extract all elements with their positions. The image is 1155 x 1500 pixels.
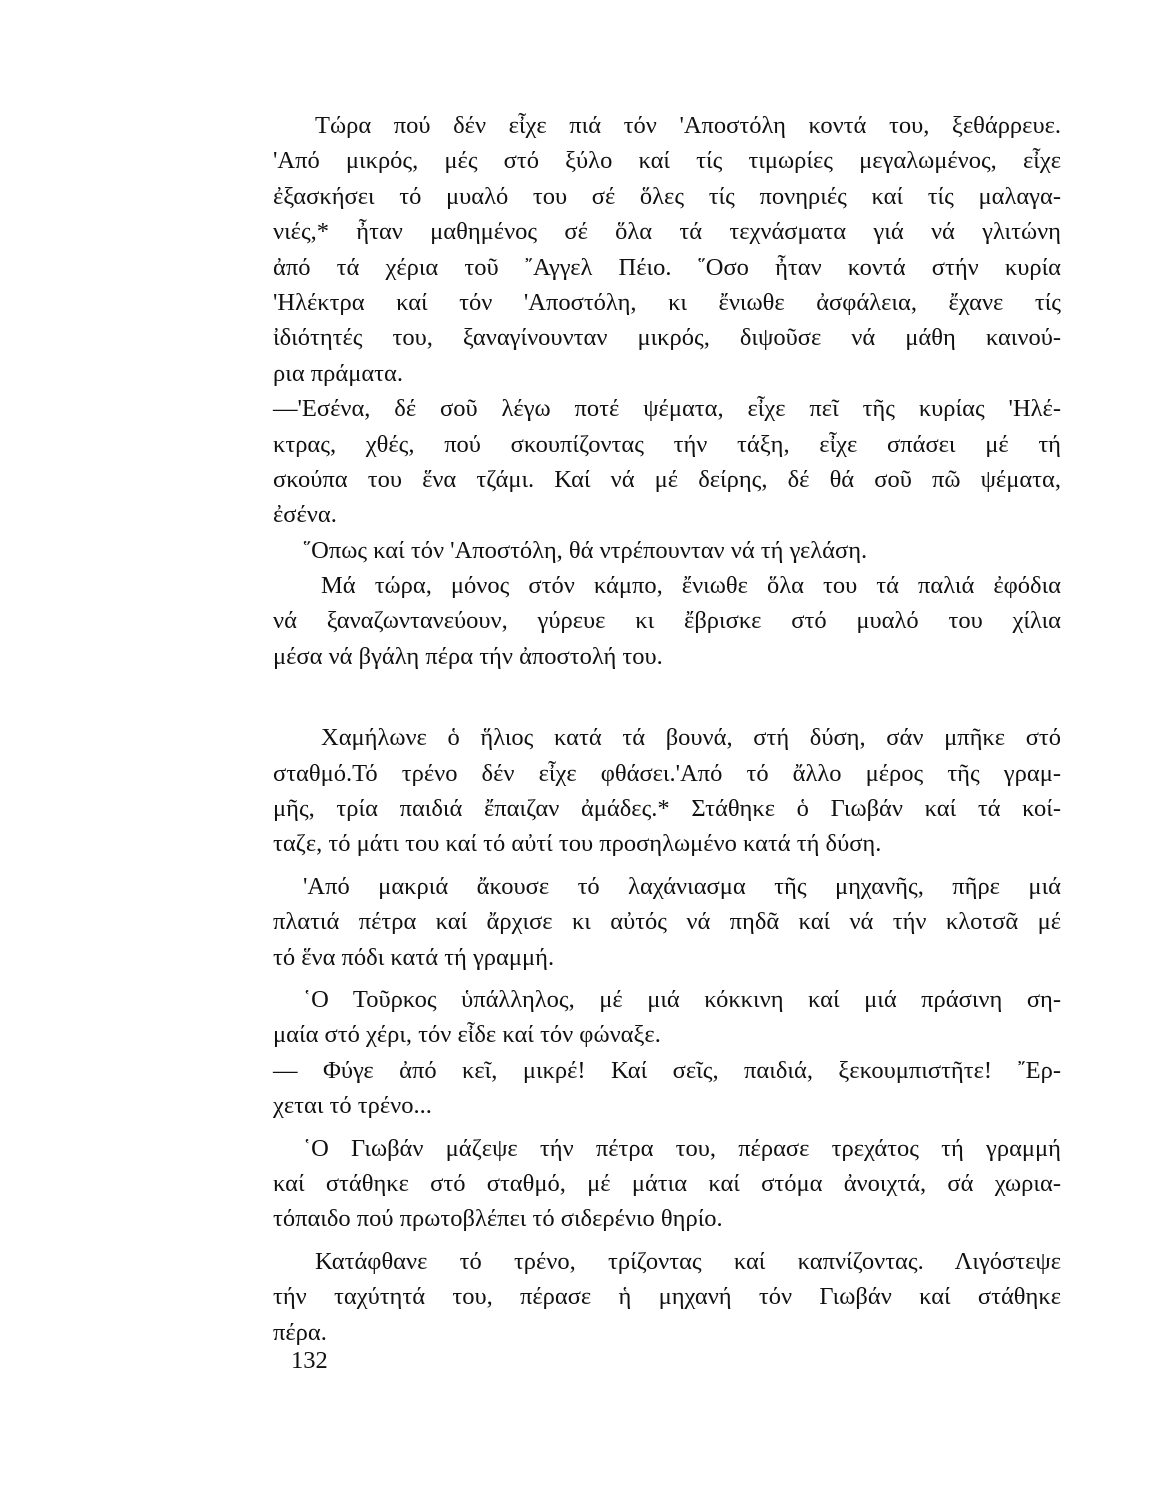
text-line: τήν ταχύτητά του, πέρασε ἡ μηχανή τόν Γιωβάν καί στάθηκε — [273, 1283, 1061, 1311]
text-line: 'Από μακριά ἄκουσε τό λαχάνιασμα τῆς μηχανῆς, πῆρε μιά — [303, 872, 1061, 900]
text-line: μῆς, τρία παιδιά ἔπαιζαν ἀμάδες.* Στάθηκε ὁ Γιωβάν καί τά κοί- — [273, 795, 1061, 823]
text-line: ρια πράματα. — [273, 359, 403, 387]
text-line: ἀπό τά χέρια τοῦ ῎Αγγελ Πέιο. ῞Οσο ἦταν κοντά στήν κυρία — [273, 253, 1061, 281]
text-line: 'Από μικρός, μές στό ξύλο καί τίς τιμωρίες μεγαλωμένος, εἶχε — [273, 147, 1061, 175]
text-line: 'Ηλέκτρα καί τόν 'Αποστόλη, κι ἔνιωθε ἀσφάλεια, ἔχανε τίς — [273, 288, 1061, 316]
text-line: μαία στό χέρι, τόν εἶδε καί τόν φώναξε. — [273, 1021, 661, 1049]
text-line: ῞Οπως καί τόν 'Αποστόλη, θά ντρέπουνταν νά τή γελάση. — [303, 536, 868, 564]
text-line: πλατιά πέτρα καί ἄρχισε κι αὐτός νά πηδᾶ καί νά τήν κλοτσᾶ μέ — [273, 908, 1061, 936]
text-line: μέσα νά βγάλη πέρα τήν ἀποστολή του. — [273, 642, 663, 670]
text-line: νιές,* ἦταν μαθημένος σέ ὅλα τά τεχνάσματα γιά νά γλιτώνη — [273, 218, 1061, 246]
text-line: χεται τό τρένο... — [273, 1092, 432, 1120]
page-number: 132 — [291, 1347, 328, 1374]
text-line: Κατάφθανε τό τρένο, τρίζοντας καί καπνίζοντας. Λιγόστεψε — [315, 1247, 1061, 1275]
text-line: τό ἕνα πόδι κατά τή γραμμή. — [273, 943, 555, 971]
text-line: —'Εσένα, δέ σοῦ λέγω ποτέ ψέματα, εἶχε πεῖ τῆς κυρίας 'Ηλέ- — [273, 395, 1061, 423]
text-line: κτρας, χθές, πού σκουπίζοντας τήν τάξη, εἶχε σπάσει μέ τή — [273, 430, 1061, 458]
text-line: σταθμό.Τό τρένο δέν εἶχε φθάσει.'Από τό ἄλλο μέρος τῆς γραμ- — [273, 759, 1061, 787]
text-line: Χαμήλωνε ὁ ἥλιος κατά τά βουνά, στή δύση, σάν μπῆκε στό — [321, 724, 1061, 752]
text-line: ἐσένα. — [273, 501, 337, 529]
text-line: τόπαιδο πού πρωτοβλέπει τό σιδερένιο θηρίο. — [273, 1205, 723, 1233]
text-line: ἐξασκήσει τό μυαλό του σέ ὅλες τίς πονηριές καί τίς μαλαγα- — [273, 182, 1061, 210]
text-line: καί στάθηκε στό σταθμό, μέ μάτια καί στόμα ἀνοιχτά, σά χωρια- — [273, 1169, 1061, 1197]
text-line: Τώρα πού δέν εἶχε πιά τόν 'Αποστόλη κοντά του, ξεθάρρευε. — [315, 112, 1061, 139]
text-line: νά ξαναζωντανεύουν, γύρευε κι ἔβρισκε στό μυαλό του χίλια — [273, 607, 1061, 635]
text-line: ῾Ο Τοῦρκος ὑπάλληλος, μέ μιά κόκκινη καί μιά πράσινη ση- — [303, 985, 1061, 1013]
text-line: πέρα. — [273, 1318, 327, 1346]
text-line: ῾Ο Γιωβάν μάζεψε τήν πέτρα του, πέρασε τρεχάτος τή γραμμή — [303, 1134, 1061, 1162]
text-line: — Φύγε ἀπό κεῖ, μικρέ! Καί σεῖς, παιδιά, ξεκουμπιστῆτε! ῎Ερ- — [273, 1056, 1061, 1084]
body-text — [273, 108, 1061, 1350]
text-line: σκούπα του ἕνα τζάμι. Καί νά μέ δείρης, δέ θά σοῦ πῶ ψέματα, — [273, 465, 1061, 493]
text-line: ταζε, τό μάτι του καί τό αὐτί του προσηλωμένο κατά τή δύση. — [273, 830, 882, 858]
text-line: Μά τώρα, μόνος στόν κάμπο, ἔνιωθε ὅλα του τά παλιά ἐφόδια — [321, 572, 1061, 600]
text-line: ἰδιότητές του, ξαναγίνουνταν μικρός, διψοῦσε νά μάθη καινού- — [273, 324, 1061, 352]
